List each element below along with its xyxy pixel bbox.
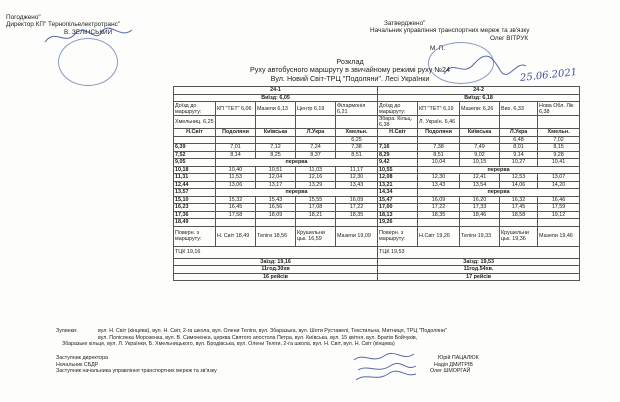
time-cell [336, 219, 378, 227]
left-approach-philharmonic: Філармонія 6,21 [336, 102, 378, 116]
right-route-number: 24-2 [378, 87, 580, 95]
right-approach-ukrainky: Л. Україн. 6,46 [418, 116, 460, 129]
left-departure-time: 6,39 [174, 144, 216, 152]
name-dmytriv: Надія ДМИТРІВ [434, 361, 473, 368]
return-row [174, 226, 580, 246]
time-cell: 17,59 [538, 204, 580, 212]
time-cell: 13,29 [296, 181, 336, 189]
table-row [174, 211, 580, 219]
right-departure-time: 18,13 [378, 211, 418, 219]
right-approach-label: Доїзд до маршруту: [378, 102, 418, 116]
right-departure-time: 19,26 [378, 219, 418, 227]
stops-line-3: Збаразьке кільце, вул. Л. Українки, Б. Хмельницького, вул. Бродівська, вул. Олени Теліги, 2-га школа, вул. Н. Світ, вул. Н. Світ (кінцева) [62, 341, 395, 348]
col-header: Київська [460, 129, 500, 137]
left-departure-time: 13,57 [174, 189, 216, 197]
right-return-telihy: Теліги 19,33 [460, 226, 500, 246]
title-line-2: Руху автобусного маршруту в звичайному режимі руху №24 [249, 65, 451, 75]
left-departure-time: 9,05 [174, 159, 216, 167]
table-row [174, 174, 580, 182]
right-return-label: Поверн. з маршруту: [378, 226, 418, 246]
time-cell: 10,40 [216, 166, 256, 174]
col-header: Подоляни [216, 129, 256, 137]
time-cell [216, 136, 256, 144]
time-cell [256, 219, 296, 227]
signature-names [408, 355, 548, 375]
right-approach-exit: Вих. 6,33 [500, 102, 538, 116]
table-row [174, 136, 580, 144]
time-cell: 13,06 [216, 181, 256, 189]
time-cell: 12,30 [418, 174, 460, 182]
document-title [200, 58, 500, 83]
time-cell: 7,12 [256, 144, 296, 152]
time-cell [418, 136, 460, 144]
time-cell: 13,07 [538, 174, 580, 182]
time-cell: 13,43 [336, 181, 378, 189]
left-departure-time: 11,31 [174, 174, 216, 182]
time-cell: 6,48 [500, 136, 538, 144]
left-trip-count: 16 рейсів [174, 273, 378, 281]
left-approach-label: Доїзд до маршруту: [174, 102, 216, 116]
time-cell [460, 136, 500, 144]
tck-row [174, 246, 580, 258]
time-cell: 18,09 [256, 211, 296, 219]
time-cell: 16,09 [418, 196, 460, 204]
time-cell: 12,41 [460, 174, 500, 182]
approval-right-position: Начальник управління транспортних мереж та зв'язку [370, 27, 530, 35]
time-cell: 7,49 [460, 144, 500, 152]
time-cell: 16,20 [460, 196, 500, 204]
right-return-svit: Н.Світ 19,26 [418, 226, 460, 246]
table-row [174, 219, 580, 227]
approval-right-name: Олег ВІТРУК [490, 34, 529, 42]
time-cell: 10,04 [418, 159, 460, 167]
right-departure-time: 9,42 [378, 159, 418, 167]
time-cell: 8,14 [216, 151, 256, 159]
right-return-time: Заїзд: 19,53 [378, 258, 580, 266]
right-break-cell: перерва [418, 189, 580, 197]
approach-extra-row [174, 116, 580, 129]
time-cell: 18,35 [336, 211, 378, 219]
left-departure-time: 15,10 [174, 196, 216, 204]
time-cell: 8,51 [418, 151, 460, 159]
right-departure-time: 8,29 [378, 151, 418, 159]
time-cell: 18,58 [500, 211, 538, 219]
time-cell: 17,08 [296, 204, 336, 212]
time-cell [418, 219, 460, 227]
approach-row [174, 102, 580, 116]
time-cell: 7,38 [336, 144, 378, 152]
col-header: Подоляни [418, 129, 460, 137]
time-cell: 7,02 [538, 136, 580, 144]
right-exit: Виїзд: 6,18 [378, 94, 580, 102]
time-cell [296, 136, 336, 144]
time-cell: 10,51 [256, 166, 296, 174]
left-departure-time: 12,44 [174, 181, 216, 189]
time-cell: 15,43 [256, 196, 296, 204]
table-row [174, 144, 580, 152]
time-cell: 17,45 [500, 204, 538, 212]
time-cell [538, 219, 580, 227]
time-cell: 10,15 [460, 159, 500, 167]
table-row [174, 196, 580, 204]
right-approach-mazepy: Мазепи: 6,26 [460, 102, 500, 116]
title-line-1: Розклад [336, 57, 364, 66]
right-departure-time: 15,47 [378, 196, 418, 204]
time-cell [216, 219, 256, 227]
right-departure-time: 7,16 [378, 144, 418, 152]
time-cell [256, 136, 296, 144]
approval-left-position: Директор КП" Тернопільелектротранс" [6, 21, 121, 29]
signature-marks [350, 350, 420, 382]
summary-row-1 [174, 258, 580, 266]
time-cell: 8,01 [500, 144, 538, 152]
right-departure-time: 13,21 [378, 181, 418, 189]
left-departure-time: 18,49 [174, 219, 216, 227]
col-header: Київська [256, 129, 296, 137]
approval-right [370, 20, 610, 53]
time-cell: 13,54 [460, 181, 500, 189]
left-departure-time: 17,36 [174, 211, 216, 219]
table-row [174, 166, 580, 174]
left-approach-khmelnytskoho: Хмельниц. 6,25 [174, 116, 216, 129]
left-return-svit: Н. Світ 18,49 [216, 226, 256, 246]
left-departure-time: 10,18 [174, 166, 216, 174]
role-deputy-director: Заступник директора [56, 355, 108, 361]
time-cell [460, 219, 500, 227]
left-return-telihy: Теліги 18,56 [256, 226, 296, 246]
col-header: Л.Укра [296, 129, 336, 137]
left-departure-time: 7,52 [174, 151, 216, 159]
time-cell: 17,22 [336, 204, 378, 212]
time-cell: 18,21 [296, 211, 336, 219]
right-approach-hospital: Нова Обл. Лік 6,38 [538, 102, 580, 116]
time-cell: 11,17 [336, 166, 378, 174]
signature-roles [56, 355, 316, 375]
name-shmorhai: Олег ШМОРГАЙ [430, 368, 471, 375]
time-cell: 18,46 [460, 211, 500, 219]
time-cell: 8,25 [256, 151, 296, 159]
time-cell: 16,32 [500, 196, 538, 204]
right-return-krushelnytska: Крушельни цьк. 19,36 [500, 226, 538, 246]
col-header: Хмельн. [538, 129, 580, 137]
left-tck: ТЦК 19,16 [174, 246, 378, 258]
left-departure-time [174, 136, 216, 144]
approval-date: 25.06.2021 [519, 67, 578, 84]
schedule-table [173, 86, 580, 281]
stops-line-2: вул. Полісянка Морозенка, вул. В. Симоненка, церква Святого апостола Петра, вул. Київська, вул. 15 квітня, вул. Братів Бойчуків, [98, 334, 418, 341]
time-cell: 12,53 [500, 174, 538, 182]
schedule-body [174, 136, 580, 226]
right-departure-time: 17,00 [378, 204, 418, 212]
title-line-3: Вул. Новий Світ-ТРЦ "Подоляни". Лесі Українки [270, 73, 430, 83]
left-work-hours: 11год.30хв [174, 266, 378, 274]
table-row [174, 159, 580, 167]
time-cell: 11,53 [216, 174, 256, 182]
approval-left-name: В. ЗЕЛІНСЬКИЙ [64, 28, 113, 36]
time-cell [500, 219, 538, 227]
approval-left-heading: Погоджено" [6, 14, 41, 21]
time-cell: 15,55 [296, 196, 336, 204]
left-return-label: Поверн. з маршруту: [174, 226, 216, 246]
time-cell: 9,02 [460, 151, 500, 159]
time-cell: 16,09 [336, 196, 378, 204]
right-departure-time [378, 136, 418, 144]
exit-row [174, 94, 580, 102]
signature-left [40, 24, 140, 50]
time-cell: 13,17 [256, 181, 296, 189]
time-cell: 9,14 [500, 151, 538, 159]
time-cell: 6,25 [336, 136, 378, 144]
col-header: Хмельн. [336, 129, 378, 137]
time-cell: 15,32 [216, 196, 256, 204]
table-row [174, 181, 580, 189]
table-row [174, 189, 580, 197]
time-cell: 14,06 [500, 181, 538, 189]
time-cell: 17,22 [418, 204, 460, 212]
table-row [174, 204, 580, 212]
time-cell: 7,01 [216, 144, 256, 152]
time-cell: 8,51 [336, 151, 378, 159]
time-cell: 8,15 [538, 144, 580, 152]
time-cell: 18,35 [418, 211, 460, 219]
right-tck: ТЦК 19,53 [378, 246, 580, 258]
left-break-cell: перерва [216, 159, 378, 167]
time-cell: 17,58 [216, 211, 256, 219]
time-cell: 17,33 [460, 204, 500, 212]
col-header: Л.Укра [500, 129, 538, 137]
right-departure-time: 14,34 [378, 189, 418, 197]
left-departure-time: 16,23 [174, 204, 216, 212]
time-cell: 12,16 [296, 174, 336, 182]
time-cell: 12,30 [336, 174, 378, 182]
left-route-number: 24-1 [174, 87, 378, 95]
left-return-krushelnytska: Крушельни цьк. 16,59 [296, 226, 336, 246]
left-approach-center: Центр 6,19 [296, 102, 336, 116]
name-patsaliuk: Юрій ПАЦАЛЮК [438, 355, 479, 361]
time-cell: 10,27 [500, 159, 538, 167]
time-cell: 11,03 [296, 166, 336, 174]
approval-right-heading: Затверджено" [384, 20, 426, 27]
left-approach-tet: КП "ТЕТ" 6,06 [216, 102, 256, 116]
time-cell: 8,37 [296, 151, 336, 159]
right-approach-tet: КП "ТЕТ" 6,19 [418, 102, 460, 116]
time-cell: 16,45 [216, 204, 256, 212]
time-cell [296, 219, 336, 227]
role-deputy-head: Заступник начальника управління транспортних мереж та зв'язку [56, 368, 217, 375]
stops-label: Зупинки: [56, 328, 78, 334]
left-return-time: Заїзд: 19,16 [174, 258, 378, 266]
right-trip-count: 17 рейсів [378, 273, 580, 281]
route-row [174, 87, 580, 95]
stops-line-1: вул. Н. Світ (кінцева), вул. Н. Світ, 2-га школа, вул. Олени Теліги, вул. Збаразька, вул. Шоти Руставелі, Текстильна, Митниця, ТРЦ "Подоляни" [98, 328, 447, 334]
time-cell: 13,43 [418, 181, 460, 189]
right-work-hours: 11год.54хв. [378, 266, 580, 274]
time-cell: 19,12 [538, 211, 580, 219]
time-cell: 9,28 [538, 151, 580, 159]
right-return-mazepy: Мазепи 19,46 [538, 226, 580, 246]
time-cell: 12,04 [256, 174, 296, 182]
left-approach-mazepy: Мазепи 6,13 [256, 102, 296, 116]
time-cell: 14,20 [538, 181, 580, 189]
right-approach-zbarazke: Збара. Кільц. 6,38 [378, 116, 418, 129]
col-header: Н.Світ [174, 129, 216, 137]
summary-row-2 [174, 266, 580, 274]
right-departure-time: 10,55 [378, 166, 418, 174]
right-break-cell: перерва [418, 166, 580, 174]
time-cell: 7,38 [418, 144, 460, 152]
right-departure-time: 12,08 [378, 174, 418, 182]
time-cell: 16,46 [538, 196, 580, 204]
role-sbdr-head: Начальник СБДР [56, 361, 99, 368]
left-return-mazepy: Мазепи 19,09 [336, 226, 378, 246]
col-header: Н.Світ [378, 129, 418, 137]
summary-row-3 [174, 273, 580, 281]
approval-right-mp: М. П. [430, 45, 446, 53]
left-break-cell: перерва [216, 189, 378, 197]
time-cell: 7,24 [296, 144, 336, 152]
time-cell: 16,56 [256, 204, 296, 212]
column-header-row [174, 129, 580, 137]
left-exit: Виїзд: 6,05 [174, 94, 378, 102]
time-cell: 10,41 [538, 159, 580, 167]
table-row [174, 151, 580, 159]
